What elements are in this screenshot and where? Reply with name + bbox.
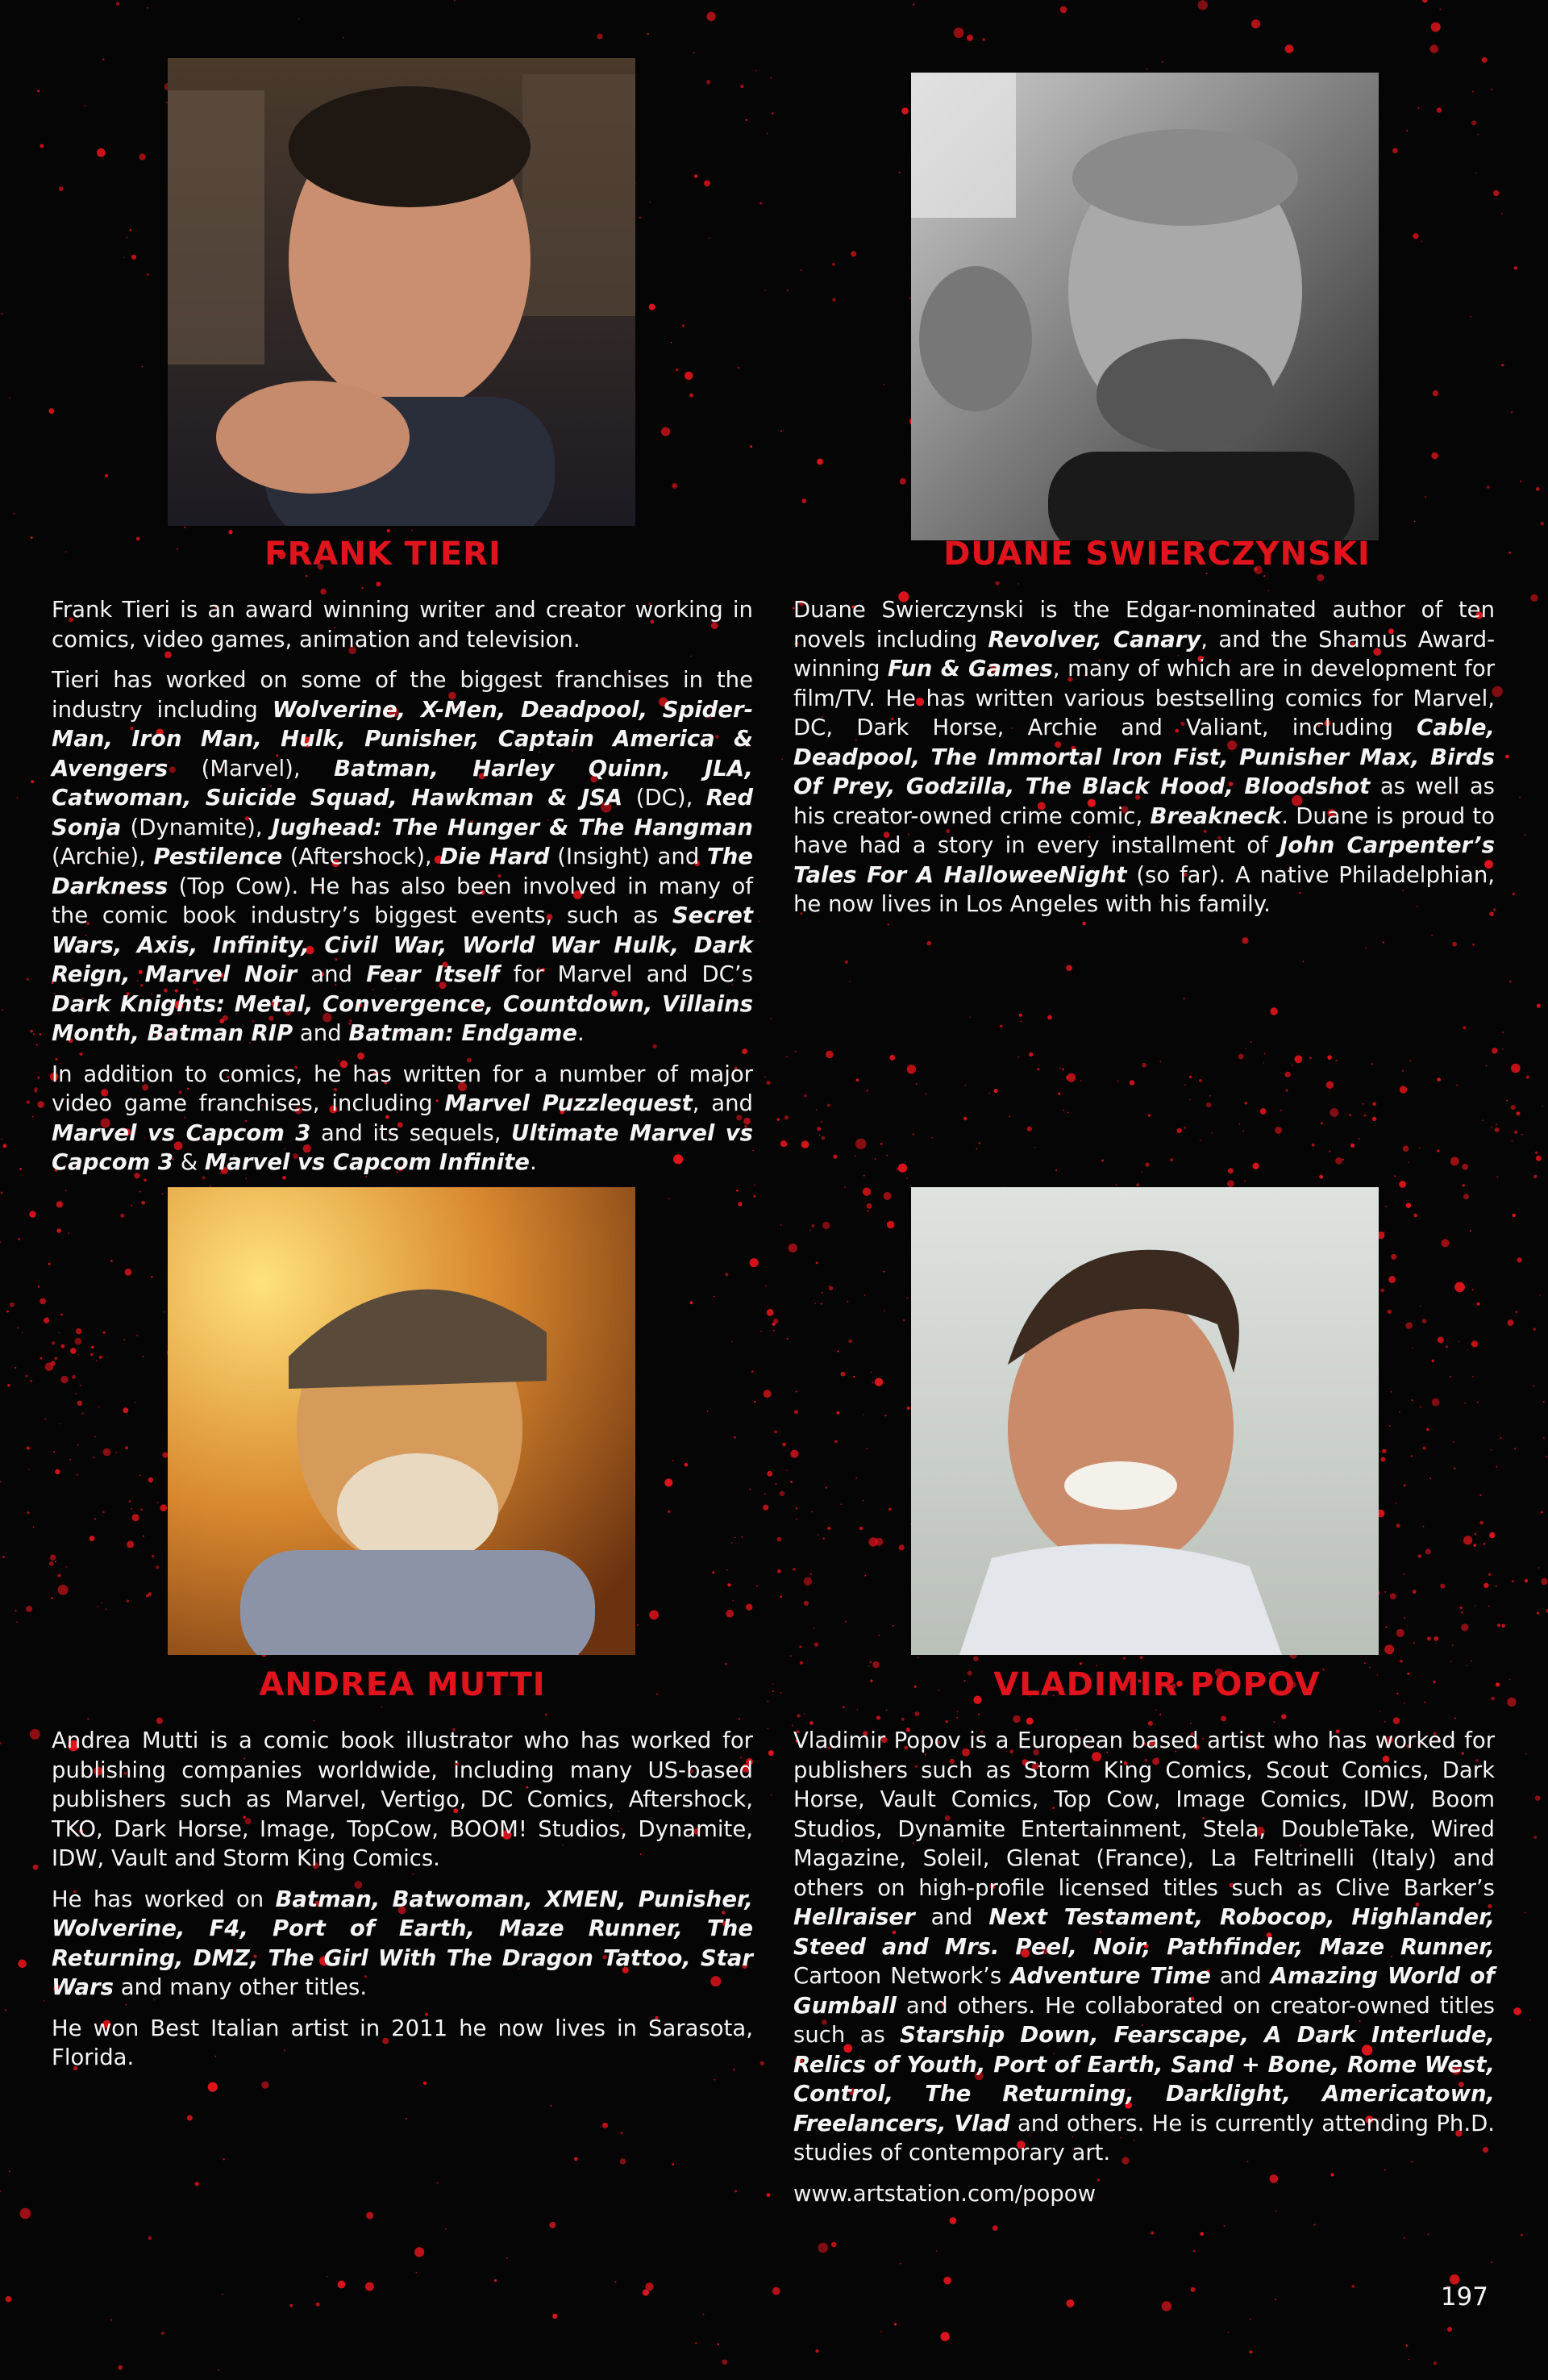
portrait-image — [911, 1187, 1379, 1655]
title-emphasis: Fear Itself — [366, 961, 500, 987]
title-emphasis: Batman, Batwoman, XMEN, Punisher, Wolverine, F4, Port of Earth, Maze Runner, The Returning, DMZ, The Girl With The Dragon Tattoo, Star Wars — [52, 1886, 753, 2000]
bio-text: and — [914, 1904, 989, 1930]
bio-paragraph — [52, 1060, 753, 1177]
frank-tieri-name: FRANK TIERI — [264, 536, 501, 573]
title-emphasis: Fun & Games — [888, 656, 1053, 681]
title-emphasis: Marvel Puzzlequest — [444, 1090, 693, 1116]
title-emphasis: Wolverine, X-Men, Deadpool, Spider-Man, Iron Man, Hulk, Punisher, Captain America & Avengers — [52, 696, 753, 782]
bio-text: Cartoon Network’s — [793, 1963, 1011, 1989]
bio-text: He won Best Italian artist in 2011 he now lives in Sarasota, Florida. — [52, 2015, 753, 2070]
artstation-link[interactable]: www.artstation.com/popow — [793, 2180, 1096, 2207]
bio-text: (Aftershock), — [282, 844, 440, 869]
title-emphasis: Batman: Endgame — [348, 1020, 578, 1046]
bio-text: . Duane is proud to have had a story in every installment of — [793, 802, 1495, 858]
title-emphasis: Batman, Harley Quinn, JLA, Catwoman, Suicide Squad, Hawkman & JSA — [52, 755, 753, 811]
andrea-mutti-name: ANDREA MUTTI — [259, 1666, 546, 1703]
bio-text: He has worked on — [52, 1886, 276, 1912]
title-emphasis: The Darkness — [52, 844, 753, 899]
title-emphasis: Jughead: The Hunger & The Hangman — [271, 814, 754, 840]
bio-paragraph — [52, 1726, 753, 1874]
bio-text: as well as his creator-owned crime comic, — [793, 773, 1496, 829]
bio-text: Duane Swierczynski is the Edgar-nominated author of ten novels including — [793, 597, 1495, 652]
bio-text: (Dynamite), — [121, 814, 272, 840]
bio-paragraph — [52, 1885, 753, 2003]
bio-text: and — [297, 961, 367, 987]
bio-text: , and — [692, 1090, 753, 1116]
bio-text: (Marvel), — [168, 755, 335, 782]
bio-paragraph — [52, 2014, 753, 2073]
title-emphasis: Cable, Deadpool, The Immortal Iron Fist, Punisher Max, Birds Of Prey, Godzilla, The Black Hood, Bloodshot — [793, 715, 1495, 799]
bio-text: (DC), — [622, 785, 706, 811]
bio-text: (Top Cow). He has also been involved in many of the comic book industry’s biggest events, such as — [52, 873, 753, 928]
bio-text: and many other titles. — [113, 1974, 368, 2000]
andrea-mutti-photo — [168, 1187, 635, 1655]
title-emphasis: Amazing World of Gumball — [793, 1963, 1495, 2019]
page-number: 197 — [1440, 2282, 1488, 2311]
bio-text: Tieri has worked on some of the biggest franchises in the industry including — [52, 667, 753, 723]
bio-text: for Marvel and DC’s — [499, 961, 753, 987]
duane-swierczynski-bio — [793, 595, 1495, 931]
bio-paragraph — [52, 665, 753, 1048]
bio-paragraph — [793, 1726, 1495, 2168]
bio-text: (Insight) and — [549, 844, 707, 869]
title-emphasis: Breakneck — [1150, 802, 1282, 829]
bio-text: . — [529, 1149, 537, 1175]
title-emphasis: Die Hard — [439, 844, 550, 869]
title-emphasis: Red Sonja — [52, 785, 754, 840]
bio-text: Frank Tieri is an award winning writer and creator working in comics, video games, animation and television. — [52, 597, 753, 652]
portrait-image — [168, 58, 635, 526]
bio-text: and its sequels, — [310, 1119, 512, 1146]
title-emphasis: John Carpenter’s Tales For A HalloweeNight — [793, 832, 1496, 888]
vladimir-popov-photo — [911, 1187, 1379, 1655]
title-emphasis: Pestilence — [153, 844, 283, 869]
bio-text: and — [1210, 1963, 1271, 1989]
bio-text: (Archie), — [52, 844, 154, 869]
duane-swierczynski-name: DUANE SWIERCZYNSKI — [943, 536, 1371, 573]
title-emphasis: Adventure Time — [1010, 1963, 1211, 1989]
title-emphasis: Ultimate Marvel vs Capcom 3 — [52, 1119, 753, 1175]
bio-text: , and the Shamus Award-winning — [793, 626, 1496, 681]
title-emphasis: Next Testament, Robocop, Highlander, Steed and Mrs. Peel, Noir, Pathfinder, Maze Runner, — [793, 1904, 1495, 1960]
title-emphasis: Starship Down, Fearscape, A Dark Interlude, Relics of Youth, Port of Earth, Sand + Bone, Rome West, Control, The Returning, Darklight, Americatown, Freelancers, Vlad — [793, 2022, 1495, 2136]
title-emphasis: Dark Knights: Metal, Convergence, Countdown, Villains Month, Batman RIP — [52, 990, 753, 1046]
bio-text: In addition to comics, he has written for a number of major video game franchises, including — [52, 1061, 753, 1116]
bio-text: (so far). A native Philadelphian, he now lives in Los Angeles with his family. — [793, 861, 1495, 917]
andrea-mutti-bio — [52, 1726, 753, 2084]
bio-text: , many of which are in development for film/TV. He has written various bestselling comics for Marvel, DC, Dark Horse, Archie and Valiant, including — [793, 656, 1495, 740]
bio-text: . — [577, 1020, 585, 1046]
vladimir-popov-bio — [793, 1726, 1495, 2208]
frank-tieri-bio — [52, 595, 753, 1189]
bio-text: and — [293, 1020, 349, 1046]
title-emphasis: Revolver, Canary — [988, 626, 1201, 652]
bio-text: and others. He is currently attending Ph.D. studies of contemporary art. — [793, 2110, 1495, 2165]
bio-paragraph — [793, 595, 1495, 919]
vladimir-popov-name: VLADIMIR POPOV — [993, 1666, 1321, 1703]
bio-paragraph — [52, 595, 753, 654]
bio-text: and others. He collaborated on creator-owned titles such as — [793, 1992, 1495, 2048]
duane-swierczynski-photo — [911, 73, 1379, 540]
portrait-image — [168, 1187, 635, 1655]
title-emphasis: Secret Wars, Axis, Infinity, Civil War, World War Hulk, Dark Reign, Marvel Noir — [52, 902, 753, 987]
bio-text: & — [173, 1149, 205, 1175]
title-emphasis: Hellraiser — [793, 1904, 915, 1930]
frank-tieri-photo — [168, 58, 635, 526]
title-emphasis: Marvel vs Capcom Infinite — [204, 1149, 530, 1175]
bio-text: Andrea Mutti is a comic book illustrator who has worked for publishing companies worldwide, including many US-based publishers such as Marvel, Vertigo, DC Comics, Aftershock, TKO, Dark Horse, Image, TopCow, BOOM! Studios, Dynamite, IDW, Vault and Storm King Comics. — [52, 1728, 753, 1871]
portrait-image — [911, 73, 1379, 540]
bio-text: Vladimir Popov is a European based artist who has worked for publishers such as Storm King Comics, Scout Comics, Dark Horse, Vault Comics, Top Cow, Image Comics, IDW, Boom Studios, Dynamite Entertainment, Stela, DoubleTake, Wired Magazine, Soleil, Glenat (France), La Feltrinelli (Italy) and others on high-profile licensed titles such as Clive Barker’s — [793, 1728, 1495, 1901]
title-emphasis: Marvel vs Capcom 3 — [52, 1119, 311, 1146]
